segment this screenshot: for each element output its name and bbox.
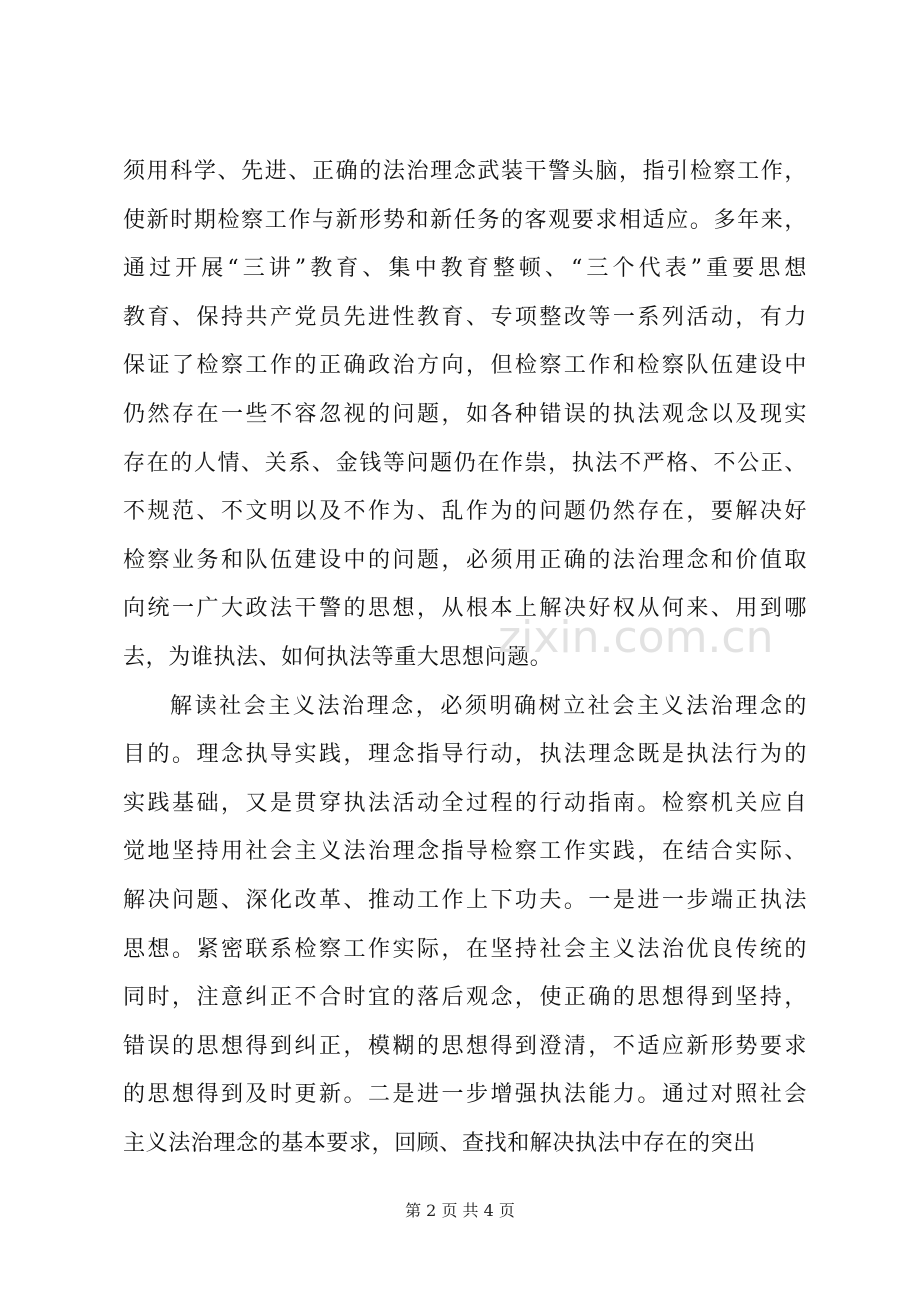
text-line: 不规范、不文明以及不作为、乱作为的问题仍然存在，要解决好 xyxy=(123,499,807,525)
text-line: 通过开展“三讲”教育、集中教育整顿、“三个代表”重要思想 xyxy=(123,256,807,282)
paragraph xyxy=(123,148,807,683)
text-line: 使新时期检察工作与新形势和新任务的客观要求相适应。多年来， xyxy=(123,207,807,233)
paragraph xyxy=(123,683,807,1169)
text-line: 的思想得到及时更新。二是进一步增强执法能力。通过对照社会 xyxy=(123,1082,807,1108)
text-line: 错误的思想得到纠正，模糊的思想得到澄清，不适应新形势要求 xyxy=(123,1033,807,1059)
text-line: 目的。理念执导实践，理念指导行动，执法理念既是执法行为的 xyxy=(123,742,807,768)
text-line: 存在的人情、关系、金钱等问题仍在作祟，执法不严格、不公正、 xyxy=(123,450,807,476)
watermark: zixin.com.cn xyxy=(498,612,774,663)
text-line: 保证了检察工作的正确政治方向，但检察工作和检察队伍建设中 xyxy=(123,353,807,379)
text-line: 须用科学、先进、正确的法治理念武装干警头脑，指引检察工作， xyxy=(123,159,807,184)
text-line: 思想。紧密联系检察工作实际，在坚持社会主义法治优良传统的 xyxy=(123,936,807,962)
body-text xyxy=(123,148,807,1168)
text-line: 教育、保持共产党员先进性教育、专项整改等一系列活动，有力 xyxy=(123,304,807,330)
text-line: 实践基础，又是贯穿执法活动全过程的行动指南。检察机关应自 xyxy=(123,790,807,816)
text-line: 解决问题、深化改革、推动工作上下功夫。一是进一步端正执法 xyxy=(123,887,807,913)
text-line: 向统一广大政法干警的思想，从根本上解决好权从何来、用到哪 xyxy=(123,596,807,622)
text-line: 解读社会主义法治理念，必须明确树立社会主义法治理念的 xyxy=(170,693,807,719)
text-line: 去，为谁执法、如何执法等重大思想问题。 xyxy=(123,644,553,670)
text-line: 仍然存在一些不容忽视的问题，如各种错误的执法观念以及现实 xyxy=(123,401,807,427)
text-line: 检察业务和队伍建设中的问题，必须用正确的法治理念和价值取 xyxy=(123,547,807,573)
text-line: 主义法治理念的基本要求，回顾、查找和解决执法中存在的突出 xyxy=(123,1130,756,1156)
text-line: 同时，注意纠正不合时宜的落后观念，使正确的思想得到坚持， xyxy=(123,985,807,1011)
page-footer: 第 2 页 共 4 页 xyxy=(405,1201,515,1220)
text-line: 觉地坚持用社会主义法治理念指导检察工作实践，在结合实际、 xyxy=(123,839,807,865)
